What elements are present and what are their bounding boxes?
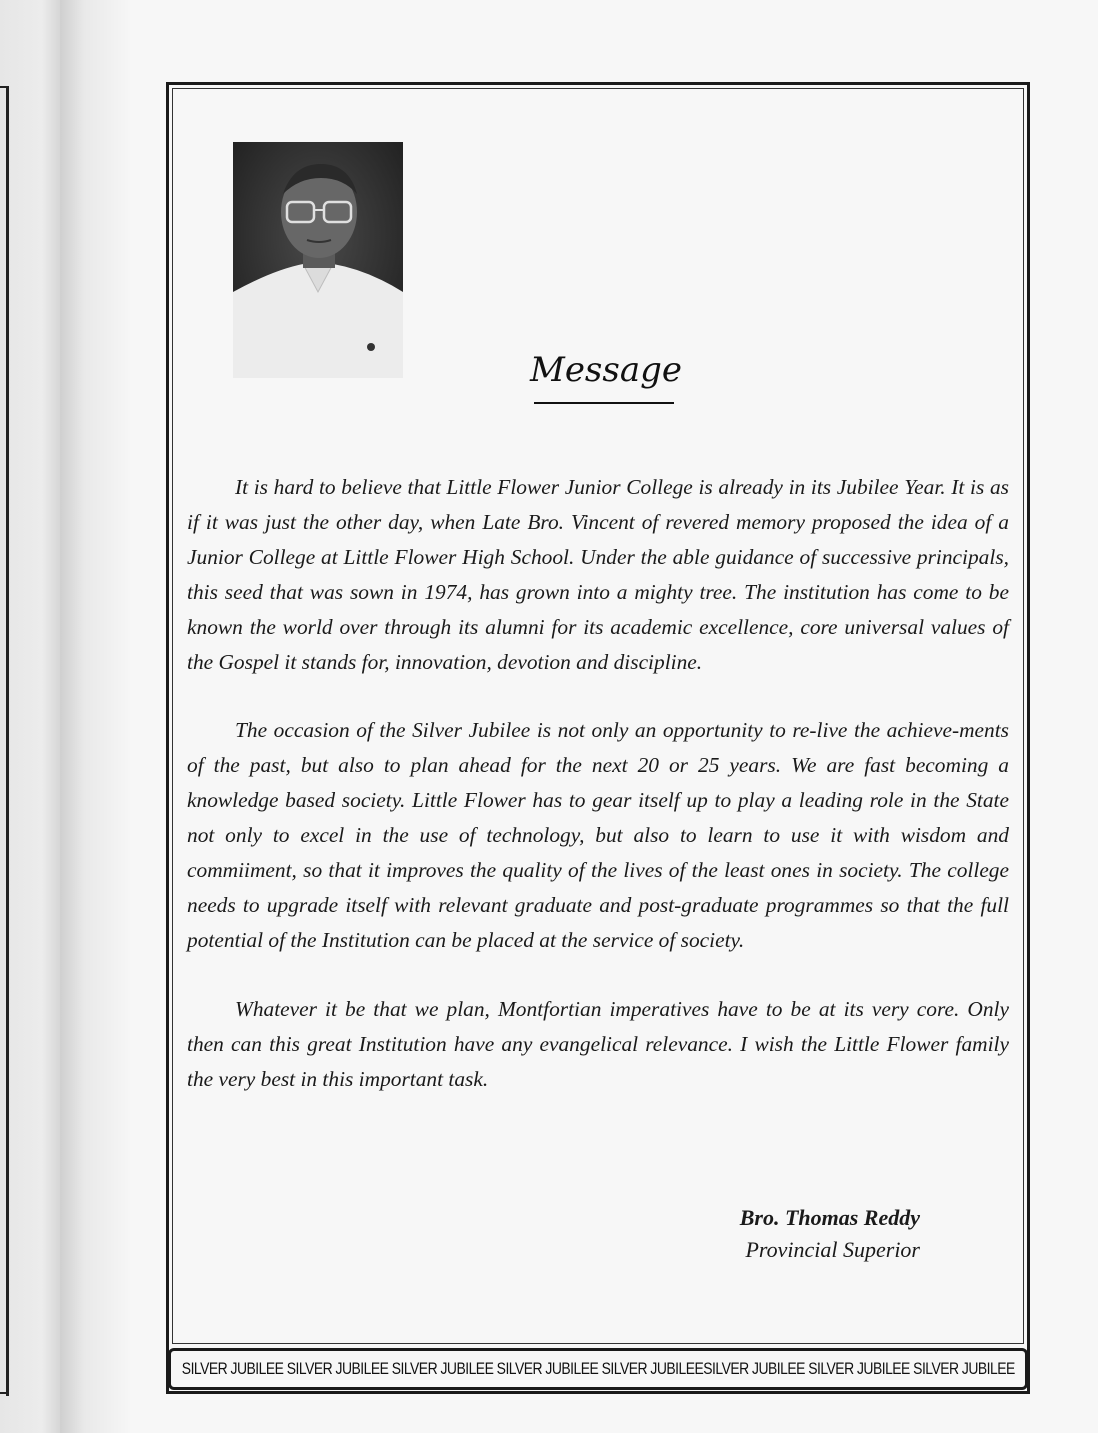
- signature-block: [700, 1202, 920, 1266]
- facing-page-edge: [0, 0, 60, 1433]
- signatory-title: Provincial Superior: [745, 1237, 920, 1262]
- signatory-name: Bro. Thomas Reddy: [739, 1205, 920, 1230]
- title-underline: [534, 402, 674, 404]
- banner-text: SILVER JUBILEE SILVER JUBILEE SILVER JUBILEE SILVER JUBILEE SILVER JUBILEESILVER JUBILEE SILVER JUBILEE SILVER JUBILEE: [181, 1359, 1015, 1378]
- facing-page-border: [6, 86, 9, 1396]
- message-body: [187, 470, 1009, 1131]
- paragraph-1: It is hard to believe that Little Flower Junior College is already in its Jubilee Year. It is as if it was just the other day, when Late Bro. Vincent of revered memory proposed the idea of a Junior College at Little Flower High School. Under the able guidance of successive principals, this seed that was sown in 1974, has grown into a mighty tree. The institution has come to be known the world over through its alumni for its academic excellence, core universal values of the Gospel it stands for, innovation, devotion and discipline.: [187, 475, 1009, 674]
- portrait-photo: [233, 142, 403, 378]
- book-spine-shadow: [60, 0, 130, 1433]
- paragraph-2: The occasion of the Silver Jubilee is not only an opportunity to re-live the achieve-ments of the past, but also to plan ahead for the next 20 or 25 years. We are fast becoming a knowledge based society. Little Flower has to gear itself up to play a leading role in the State not only to excel in the use of technology, but also to learn to use it with wisdom and commiiment, so that it improves the quality of the lives of the least ones in society. The college needs to upgrade itself with relevant graduate and post-graduate programmes so that the full potential of the Institution can be placed at the service of society.: [187, 718, 1009, 952]
- paragraph-3: Whatever it be that we plan, Montfortian imperatives have to be at its very core. Only then can this great Institution have any evangelical relevance. I wish the Little Flower family the very best in this important task.: [187, 996, 1009, 1091]
- silver-jubilee-banner: [168, 1348, 1028, 1390]
- facing-page-border-top: [0, 86, 8, 88]
- page-title: Message: [530, 350, 682, 390]
- facing-page-border-bottom: [0, 1392, 8, 1394]
